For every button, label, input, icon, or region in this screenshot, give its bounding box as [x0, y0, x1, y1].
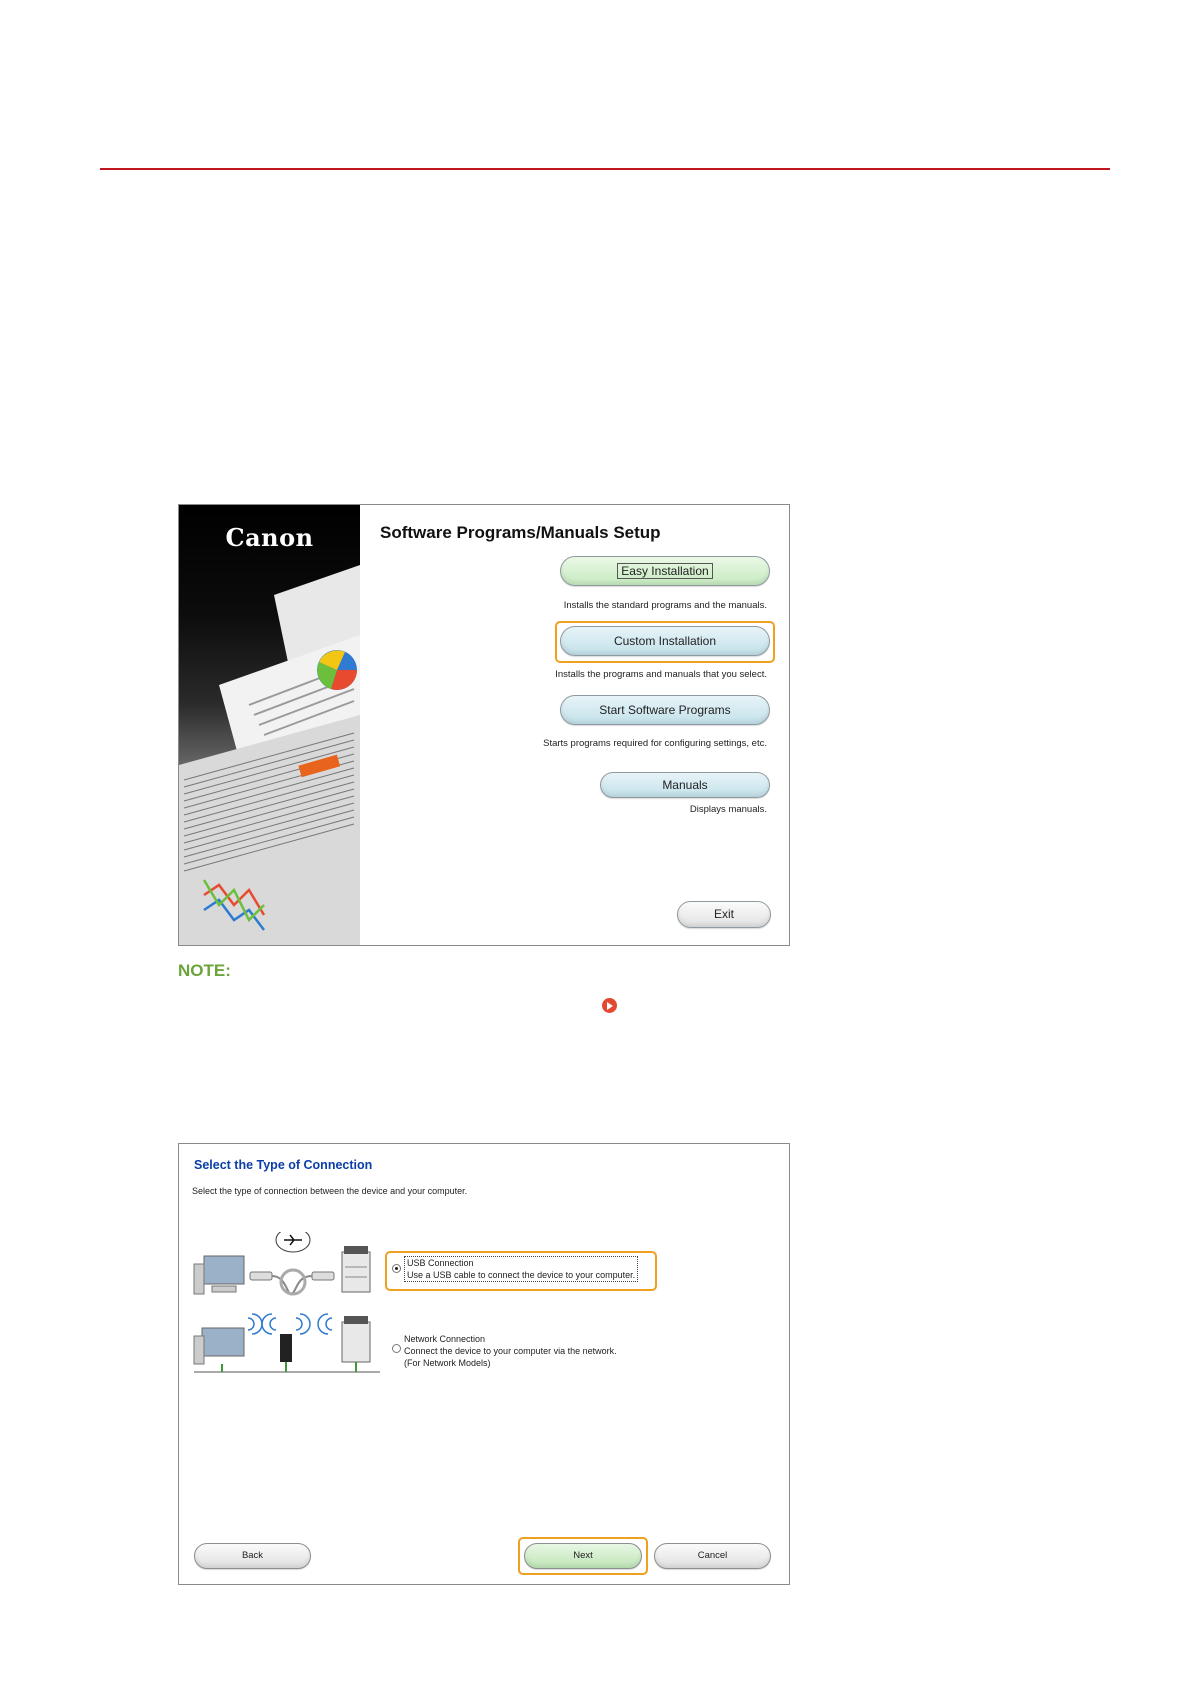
- custom-installation-button[interactable]: Custom Installation: [560, 626, 770, 656]
- setup-window: [178, 504, 790, 946]
- network-connection-radio[interactable]: [392, 1344, 401, 1353]
- easy-installation-button[interactable]: [560, 556, 770, 586]
- network-connection-option[interactable]: [404, 1333, 617, 1369]
- network-connection-title: Network Connection: [404, 1334, 486, 1344]
- setup-title: Software Programs/Manuals Setup: [380, 523, 661, 542]
- network-connection-note: (For Network Models): [404, 1358, 491, 1368]
- easy-installation-desc: Installs the standard programs and the manuals.: [563, 600, 767, 611]
- note-heading: NOTE:: [178, 961, 231, 980]
- start-software-programs-desc: Starts programs required for configuring settings, etc.: [543, 738, 767, 749]
- usb-illustration: [194, 1232, 370, 1294]
- header-rule: [100, 168, 1110, 170]
- canon-logo: Canon: [225, 523, 314, 552]
- usb-connection-option[interactable]: [404, 1256, 638, 1282]
- network-connection-desc: Connect the device to your computer via the network.: [404, 1346, 617, 1356]
- start-software-programs-button[interactable]: Start Software Programs: [560, 695, 770, 725]
- usb-connection-radio[interactable]: [392, 1264, 401, 1273]
- connection-title: Select the Type of Connection: [194, 1158, 373, 1172]
- connection-window: [178, 1143, 790, 1585]
- custom-installation-desc: Installs the programs and manuals that you select.: [555, 669, 767, 680]
- link-arrow-icon[interactable]: [602, 998, 617, 1013]
- manuals-button[interactable]: Manuals: [600, 772, 770, 798]
- setup-side-panel: [179, 505, 360, 945]
- documents-illustration: [179, 565, 360, 945]
- connection-subtitle: Select the type of connection between the device and your computer.: [192, 1186, 468, 1196]
- next-button[interactable]: Next: [524, 1543, 642, 1569]
- back-button[interactable]: Back: [194, 1543, 311, 1569]
- network-illustration: [194, 1314, 380, 1372]
- usb-connection-title: USB Connection: [407, 1258, 474, 1268]
- manuals-desc: Displays manuals.: [689, 804, 767, 815]
- cancel-button[interactable]: Cancel: [654, 1543, 771, 1569]
- easy-installation-label: Easy Installation: [617, 563, 712, 579]
- connection-illustration: [192, 1232, 382, 1382]
- exit-button[interactable]: Exit: [677, 901, 771, 928]
- usb-connection-desc: Use a USB cable to connect the device to your computer.: [407, 1270, 636, 1280]
